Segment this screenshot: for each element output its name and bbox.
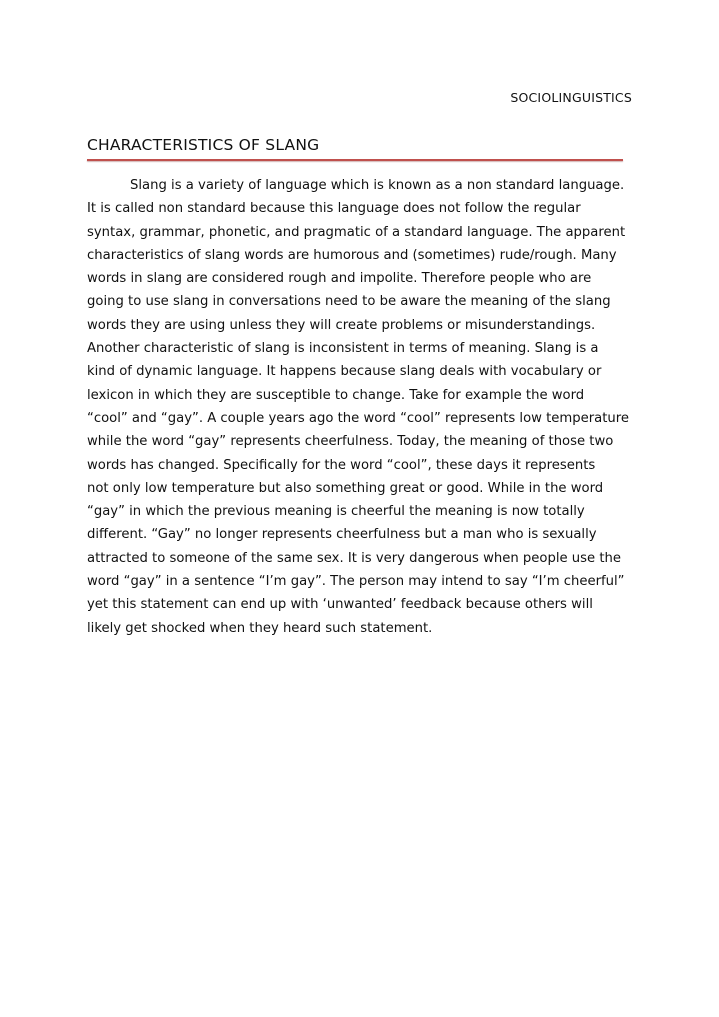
paragraph-line: words they are using unless they will create problems or misunderstandings. — [87, 317, 596, 333]
paragraph-line: going to use slang in conversations need to be aware the meaning of the slang — [87, 294, 611, 310]
paragraph-line: Slang is a variety of language which is known as a non standard language. — [130, 178, 625, 193]
paragraph-line: syntax, grammar, phonetic, and pragmatic of a standard language. The apparent — [87, 224, 626, 240]
paragraph-line: “cool” and “gay”. A couple years ago the word “cool” represents low temperature — [87, 410, 630, 426]
paragraph-line: different. “Gay” no longer represents cheerfulness but a man who is sexually — [87, 527, 597, 543]
paragraph-line: not only low temperature but also something great or good. While in the word — [87, 480, 604, 496]
body-paragraph — [87, 174, 647, 640]
running-header: SOCIOLINGUISTICS — [510, 90, 632, 105]
paragraph-line: “gay” in which the previous meaning is cheerful the meaning is now totally — [87, 504, 585, 520]
section-title: CHARACTERISTICS OF SLANG — [87, 136, 320, 154]
paragraph-line: words in slang are considered rough and impolite. Therefore people who are — [87, 271, 592, 287]
paragraph-line: words has changed. Specifically for the word “cool”, these days it represents — [87, 457, 596, 473]
paragraph-line: yet this statement can end up with ‘unwanted’ feedback because others will — [87, 597, 593, 613]
paragraph-line: word “gay” in a sentence “I’m gay”. The person may intend to say “I’m cheerful” — [87, 574, 625, 590]
paragraph-line: lexicon in which they are susceptible to change. Take for example the word — [87, 387, 585, 403]
paragraph-line: attracted to someone of the same sex. It is very dangerous when people use the — [87, 550, 621, 566]
title-underline — [87, 159, 623, 161]
paragraph-line: while the word “gay” represents cheerfulness. Today, the meaning of those two — [87, 434, 614, 450]
paragraph-line: kind of dynamic language. It happens because slang deals with vocabulary or — [87, 364, 602, 380]
paragraph-line: Another characteristic of slang is inconsistent in terms of meaning. Slang is a — [87, 341, 599, 357]
paragraph-line: It is called non standard because this language does not follow the regular — [87, 201, 581, 217]
paragraph-line: likely get shocked when they heard such statement. — [87, 620, 433, 636]
paragraph-line: characteristics of slang words are humorous and (sometimes) rude/rough. Many — [87, 247, 617, 263]
